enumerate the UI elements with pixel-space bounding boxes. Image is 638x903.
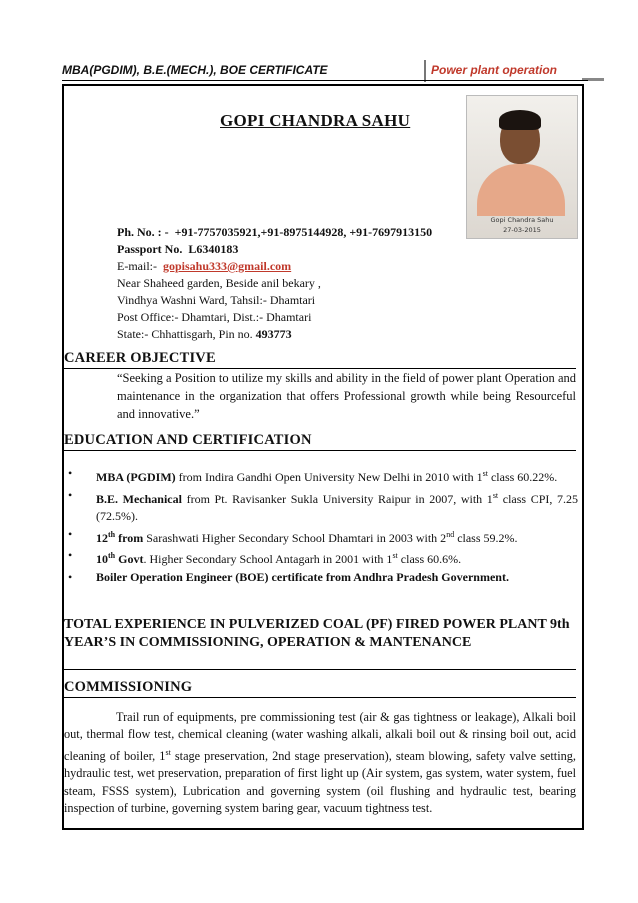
contact-block [117, 224, 432, 343]
education-item: • 12th from Sarashwati Higher Secondary School Dhamtari in 2003 with 2nd class 59.2%. [68, 526, 518, 545]
education-item: • Boiler Operation Engineer (BOE) certificate from Andhra Pradesh Government. [68, 569, 509, 584]
education-heading-rule [64, 450, 576, 451]
pin-code: 493773 [255, 327, 292, 341]
education-item: • B.E. Mechanical from Pt. Ravisanker Sukla University Raipur in 2007, with 1st class CPI, 7.25 (72.5%). [68, 487, 579, 523]
photo-hair [499, 110, 541, 130]
header-divider [424, 60, 426, 82]
address-line-4 [117, 326, 432, 343]
email-link[interactable]: gopisahu333@gmail.com [162, 259, 292, 273]
address-line-3: Post Office:- Dhamtari, Dist.:- Dhamtari [117, 310, 312, 324]
address-line-2: Vindhya Washni Ward, Tahsil:- Dhamtari [117, 293, 316, 307]
header-qualifications: MBA(PGDIM), B.E.(MECH.), BOE CERTIFICATE [62, 63, 328, 77]
passport-line [117, 241, 432, 258]
commissioning-heading-rule [64, 697, 576, 698]
page-header [62, 60, 588, 82]
phone-label: Ph. No. : - [117, 225, 169, 239]
commissioning-heading: COMMISSIONING [64, 679, 193, 695]
commissioning-text: Trail run of equipments, pre commissioning test (air & gas tightness or leakage), Alkali boil out, thermal flow test, chemical cleaning (water washing alkali, alkali boil out & rinsing boil out, acid cleaning of boiler, 1st stage preservation, 2nd stage preservation), steam blowing, safety valve setting, hydraulic test, wet preservation, preparation of first light up (Air system, gas system, water system, fuel steam, FSSS system), Lubrication and governing system (oil flushing and hydraulic test, bearing inspection of turbine, governing system baring gear, vacuum tightness test. [64, 710, 577, 816]
candidate-name: GOPI CHANDRA SAHU [220, 111, 411, 130]
career-objective-heading: CAREER OBJECTIVE [64, 350, 216, 366]
education-item: • MBA (PGDIM) from Indira Gandhi Open University New Delhi in 2010 with 1st class 60.22%. [68, 466, 558, 484]
phone-line [117, 224, 432, 241]
state-text: State:- Chhattisgarh, Pin no. [117, 327, 253, 341]
education-item: • 10th Govt. Higher Secondary School Antagarh in 2001 with 1st class 60.6%. [68, 548, 462, 566]
experience-heading-rule [64, 669, 576, 670]
education-heading: EDUCATION AND CERTIFICATION [64, 432, 312, 448]
career-objective-text: “Seeking a Position to utilize my skills and ability in the field of power plant Operation and maintenance in the organization that offers Professional growth while being Resourceful and innovative.” [117, 371, 576, 421]
header-rule [62, 80, 588, 81]
experience-heading: TOTAL EXPERIENCE IN PULVERIZED COAL (PF) FIRED POWER PLANT 9th YEAR’S IN COMMISSIONING, OPERATION & MANTENANCE [64, 617, 570, 650]
email-label: E-mail:- [117, 259, 157, 273]
photo-caption-date: 27-03-2015 [503, 226, 541, 234]
email-line [117, 258, 432, 275]
passport-number: L6340183 [188, 242, 239, 256]
passport-label: Passport No. [117, 242, 183, 256]
photo-caption-name: Gopi Chandra Sahu [490, 216, 554, 224]
education-list [66, 465, 578, 586]
candidate-photo [466, 95, 578, 239]
address-line-1: Near Shaheed garden, Beside anil bekary , [117, 276, 321, 290]
phone-numbers: +91-7757035921,+91-8975144928, +91-7697913150 [174, 225, 433, 239]
header-field: Power plant operation [431, 63, 558, 77]
